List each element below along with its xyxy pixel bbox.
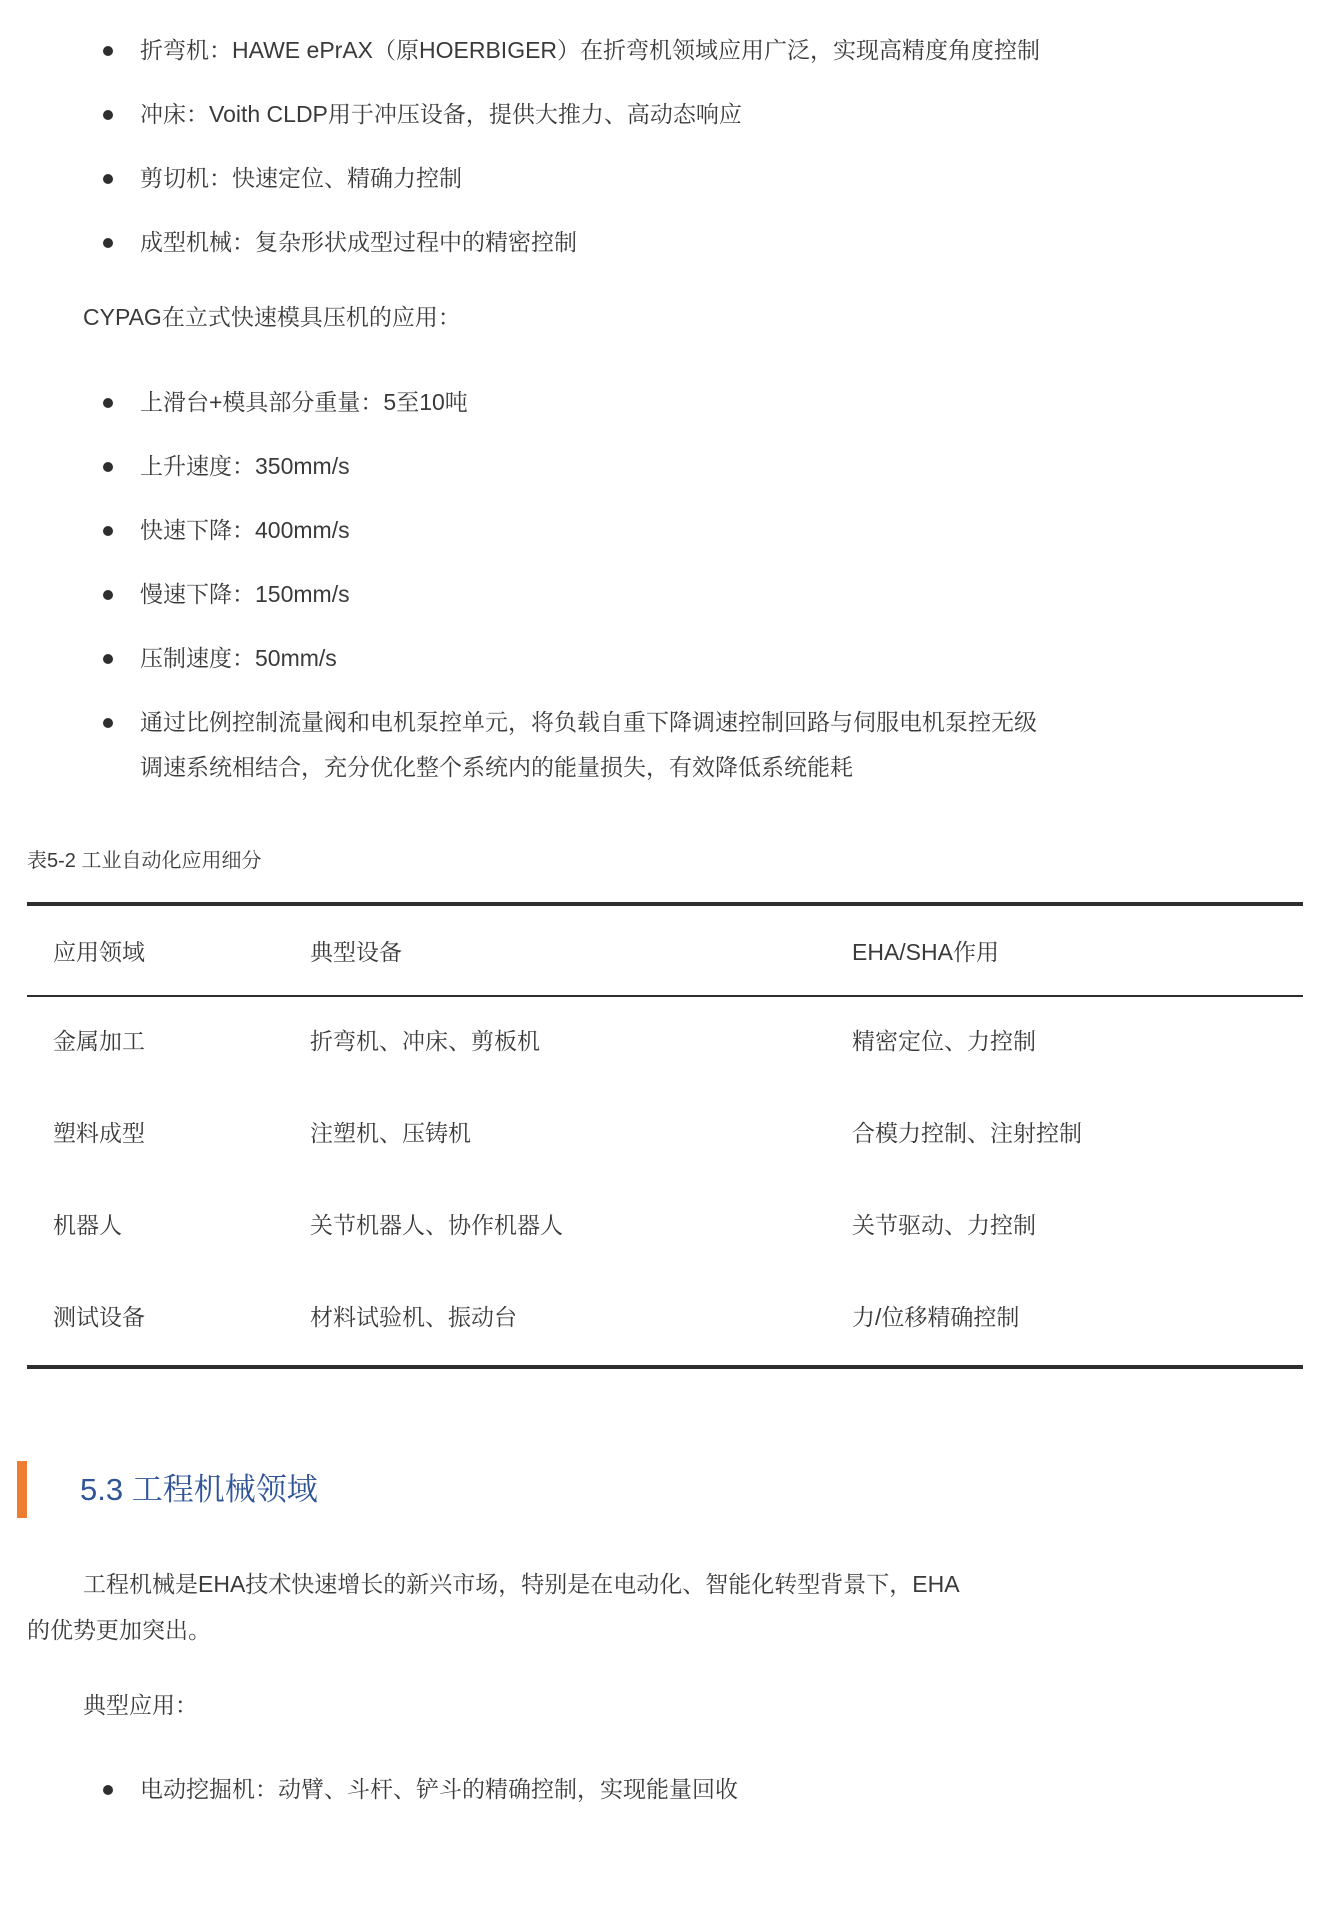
typical-applications-label: 典型应用：: [83, 1692, 198, 1718]
section-accent-bar: [17, 1461, 27, 1518]
section-header: [17, 1461, 1303, 1518]
machine-applications-list: [27, 28, 1303, 265]
list-item: 上滑台+模具部分重量：5至10吨: [140, 380, 1045, 425]
table-header-row: [27, 906, 1303, 997]
table-cell: 精密定位、力控制: [852, 1028, 1036, 1054]
section-intro-paragraph: 工程机械是EHA技术快速增长的新兴市场，特别是在电动化、智能化转型背景下，EHA的优势更加突出。: [27, 1571, 960, 1643]
table-caption: 表5-2 工业自动化应用细分: [27, 850, 262, 872]
cypag-heading: CYPAG在立式快速模具压机的应用：: [83, 304, 461, 330]
table-header-cell: 典型设备: [310, 939, 402, 965]
list-item: 压制速度：50mm/s: [140, 636, 1045, 681]
list-item: 电动挖掘机：动臂、斗杆、铲斗的精确控制，实现能量回收: [140, 1767, 1045, 1812]
table-cell: 塑料成型: [53, 1120, 145, 1146]
table-cell: 机器人: [53, 1212, 122, 1238]
list-item: 快速下降：400mm/s: [140, 508, 1045, 553]
table-row: [27, 997, 1303, 1089]
table-header-cell: EHA/SHA作用: [852, 939, 999, 965]
list-item: 慢速下降：150mm/s: [140, 572, 1045, 617]
list-item: 通过比例控制流量阀和电机泵控单元，将负载自重下降调速控制回路与伺服电机泵控无级调速系统相结合，充分优化整个系统内的能量损失，有效降低系统能耗: [140, 700, 1045, 790]
industrial-automation-table: [27, 902, 1303, 1369]
engineering-applications-list: [27, 1767, 1303, 1812]
table-cell: 材料试验机、振动台: [310, 1304, 517, 1330]
section-title: 5.3 工程机械领域: [80, 1471, 318, 1507]
table-row: [27, 1089, 1303, 1181]
table-cell: 金属加工: [53, 1028, 145, 1054]
table-cell: 关节驱动、力控制: [852, 1212, 1036, 1238]
table-cell: 测试设备: [53, 1304, 145, 1330]
list-item: 成型机械：复杂形状成型过程中的精密控制: [140, 220, 1045, 265]
table-row: [27, 1181, 1303, 1273]
table-header-cell: 应用领域: [53, 939, 145, 965]
table-body: [27, 997, 1303, 1365]
list-item: 冲床：Voith CLDP用于冲压设备，提供大推力、高动态响应: [140, 92, 1045, 137]
cypag-specs-list: [27, 380, 1303, 790]
table-cell: 折弯机、冲床、剪板机: [310, 1028, 540, 1054]
table-cell: 注塑机、压铸机: [310, 1120, 471, 1146]
table-row: [27, 1273, 1303, 1365]
table-cell: 力/位移精确控制: [852, 1304, 1020, 1330]
list-item: 折弯机：HAWE ePrAX（原HOERBIGER）在折弯机领域应用广泛，实现高精度角度控制: [140, 28, 1045, 73]
table-cell: 关节机器人、协作机器人: [310, 1212, 563, 1238]
list-item: 上升速度：350mm/s: [140, 444, 1045, 489]
list-item: 剪切机：快速定位、精确力控制: [140, 156, 1045, 201]
table-cell: 合模力控制、注射控制: [852, 1120, 1082, 1146]
